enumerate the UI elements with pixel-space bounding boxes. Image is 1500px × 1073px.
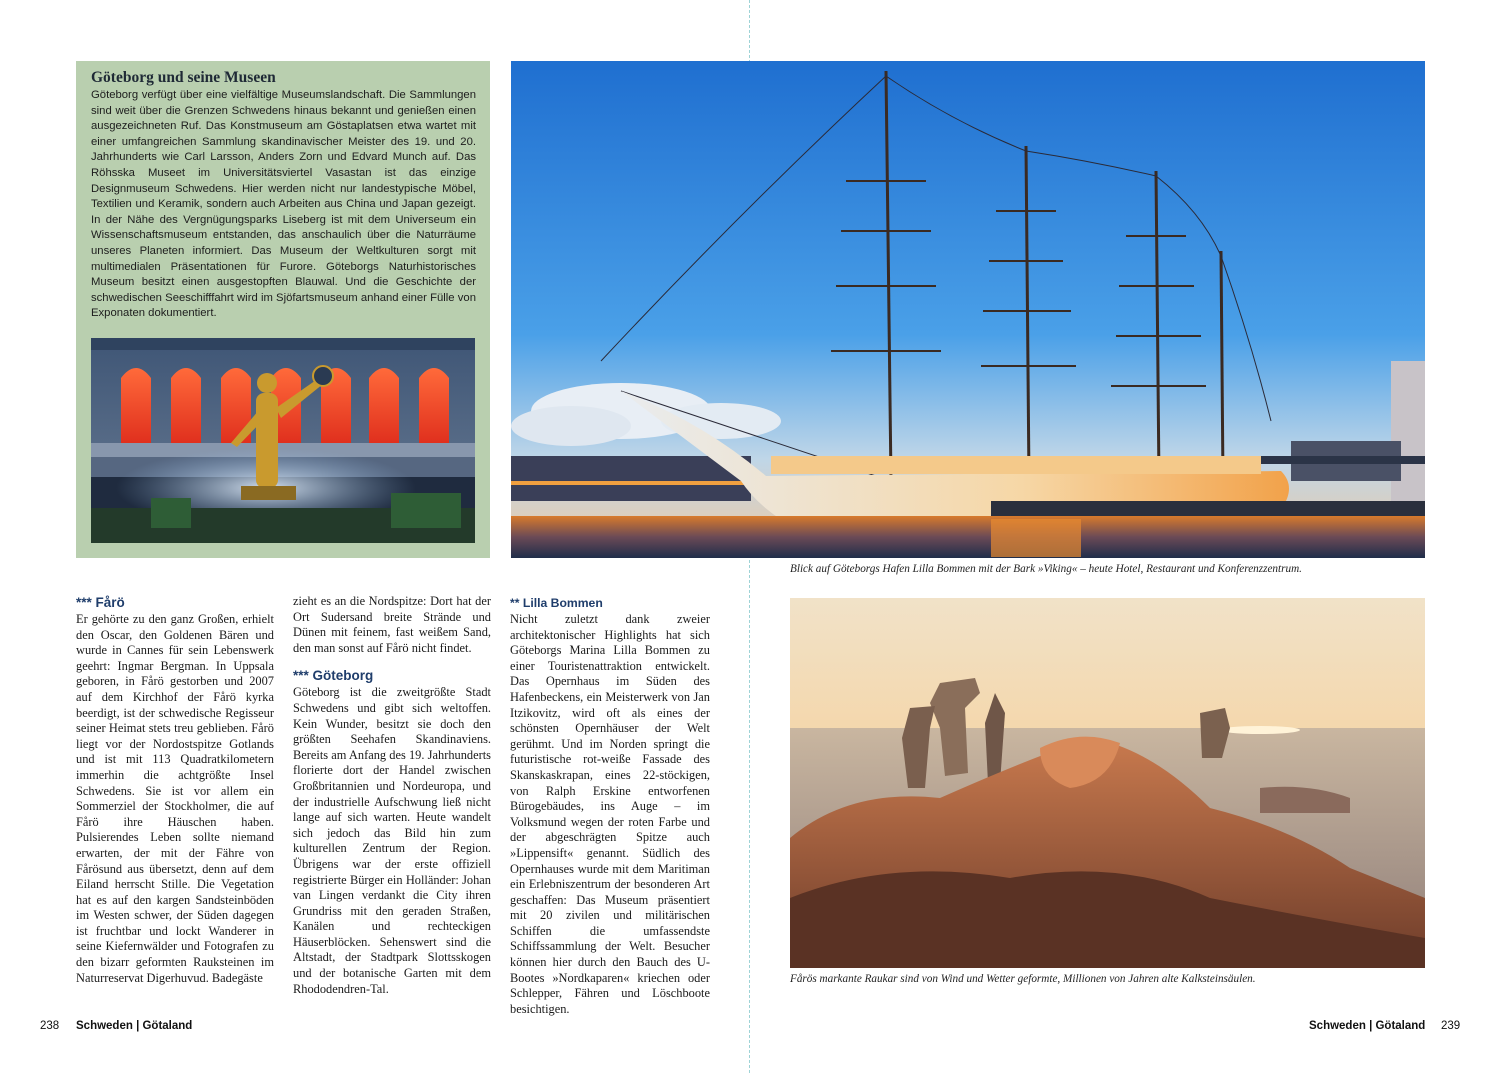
text-faro-continued: zieht es an die Nordspitze: Dort hat der Ort Sudersand breite Strände und Dünen mit feinem, fast weißem Sand, den man sonst auf Fårö nicht findet. — [293, 594, 491, 655]
text-faro: Er gehörte zu den ganz Großen, erhielt den Oscar, den Goldenen Bären und wurde in Cannes für sein Lebenswerk geehrt: Ingmar Bergman. In Uppsala geboren, in Fårö gestorben und 2007 auf dem Kirchhof der Fårö kyrka beerdigt, ist der schwedische Regisseur seiner Heimat stets treu geblieben. Fårö liegt vor der Nordostspitze Gotlands und ist mit 113 Quadratkilometern immerhin die achtgrößte Insel Schwedens. Sie ist vor allem ein Sommerziel der Stockholmer, die auf Fårö ihre Häuschen haben. Pulsierendes Leben sollte niemand erwarten, der mit der Fähre von Fårösund aus übersetzt, denn auf dem Eiland herrscht Stille. Die Vegetation hat es auf den kargen Sandsteinböden im Westen schwer, der Süden dagegen ist fruchtbar und lockt Wanderer in seine Kiefernwälder und Fotografen zu den bizarr geformten Rauksteinen im Naturreservat Digerhuvud. Badegäste — [76, 612, 274, 985]
page-number-right: 239 — [1441, 1020, 1461, 1032]
heading-goteborg: *** Göteborg — [293, 668, 374, 684]
caption-rock-photo: Fårös markante Raukar sind von Wind und Wetter geformte, Millionen von Jahren alte Kalksteinsäulen. — [790, 973, 1256, 985]
poseidon-fountain-photo — [91, 338, 475, 543]
text-goteborg: Göteborg ist die zweitgrößte Stadt Schwedens und gibt sich weltoffen. Kein Wunder, besitzt sie doch den größten Seehafen Skandinaviens. Bereits am Anfang des 19. Jahrhunderts florierte dort der Handel zwischen Großbritannien und Nordeuropa, und der industrielle Aufschwung ließ nicht lange auf sich warten. Heute wandelt sich jedoch das Bild hin zum kulturellen Zentrum der Region. Übrigens war der erste offiziell registrierte Bürger ein Holländer: Johan van Lingen verdankt die City ihren Grundriss mit den geraden Straßen, Kanälen und rechteckigen Häuserblöcken. Sehenswert sind die Altstadt, der Stadtpark Slottsskogen und der botanische Garten mit dem Rhododendren-Tal. — [293, 685, 491, 996]
viking-ship-photo — [511, 61, 1425, 558]
heading-lilla-bommen: ** Lilla Bommen — [510, 596, 603, 610]
running-title-right: Schweden | Götaland — [1309, 1020, 1426, 1032]
column-lilla-bommen — [510, 594, 710, 1017]
caption-ship-photo: Blick auf Göteborgs Hafen Lilla Bommen mit der Bark »Viking« – heute Hotel, Restaurant und Konferenzzentrum. — [790, 563, 1302, 575]
column-goteborg — [293, 594, 491, 997]
heading-faro: *** Fårö — [76, 595, 125, 610]
museum-infobox — [76, 61, 490, 558]
infobox-title: Göteborg und seine Museen — [91, 69, 276, 86]
faro-raukar-photo — [790, 598, 1425, 968]
column-faro — [76, 594, 274, 986]
running-title-left: Schweden | Götaland — [76, 1020, 193, 1032]
infobox-text: Göteborg verfügt über eine vielfältige Museumslandschaft. Die Sammlungen sind weit über die Grenzen Schwedens hinaus bekannt und genießen einen ausgezeichneten Ruf. Das Konstmuseum am Göstaplatsen etwa wartet mit einer umfangreichen Sammlung skandinavischer Meister des 19. und 20. Jahrhunderts wie Carl Larsson, Anders Zorn und Edvard Munch auf. Das Röhsska Museet im Universitätsviertel Vasastan ist das einzige Designmuseum Schwedens. Hier werden nicht nur landestypische Möbel, Textilien und Keramik, sondern auch Arbeiten aus China und Japan gezeigt. In der Nähe des Vergnügungsparks Liseberg ist mit dem Universeum ein Wissenschaftsmuseum entstanden, das anschaulich über die Naturräume unseres Planeten informiert. Das Museum der Weltkulturen sorgt mit multimedialen Präsentationen für Furore. Göteborgs Naturhistorisches Museum besitzt einen ausgestopften Blauwal. Und die Geschichte der schwedischen Seeschifffahrt wird im Sjöfartsmuseum anhand einer Fülle von Exponaten dokumentiert. — [91, 89, 476, 320]
page-number-left: 238 — [40, 1020, 60, 1032]
text-lilla-bommen: Nicht zuletzt dank zweier architektonischer Highlights hat sich Göteborgs Marina Lilla Bommen zu einer Touristenattraktion entwickelt. Das Opernhaus im Süden des Hafenbeckens, ein Meisterwerk von Jan Itzikovitz, wird oft als eines der schönsten Opernhäuser der Welt gerühmt. Und im Norden springt die futuristische rot-weiße Fassade des Skanskaskrapan, eines 22-stöckigen, von Ralph Erskine entworfenen Bürogebäudes, ins Auge – im Volksmund wegen der roten Farbe und der abgeschrägten Spitze auch »Lippensift« genannt. Südlich des Opernhauses wurde mit dem Maritiman ein Erlebniszentrum der besonderen Art geschaffen: Das Museum präsentiert mit 20 zivilen und militärischen Schiffen die umfassendste Schiffssammlung der Welt. Besucher können hier durch den Bauch des U-Bootes »Nordkaparen« kriechen oder Schlepper, Fähren und Löschboote besichtigen. — [510, 612, 710, 1016]
